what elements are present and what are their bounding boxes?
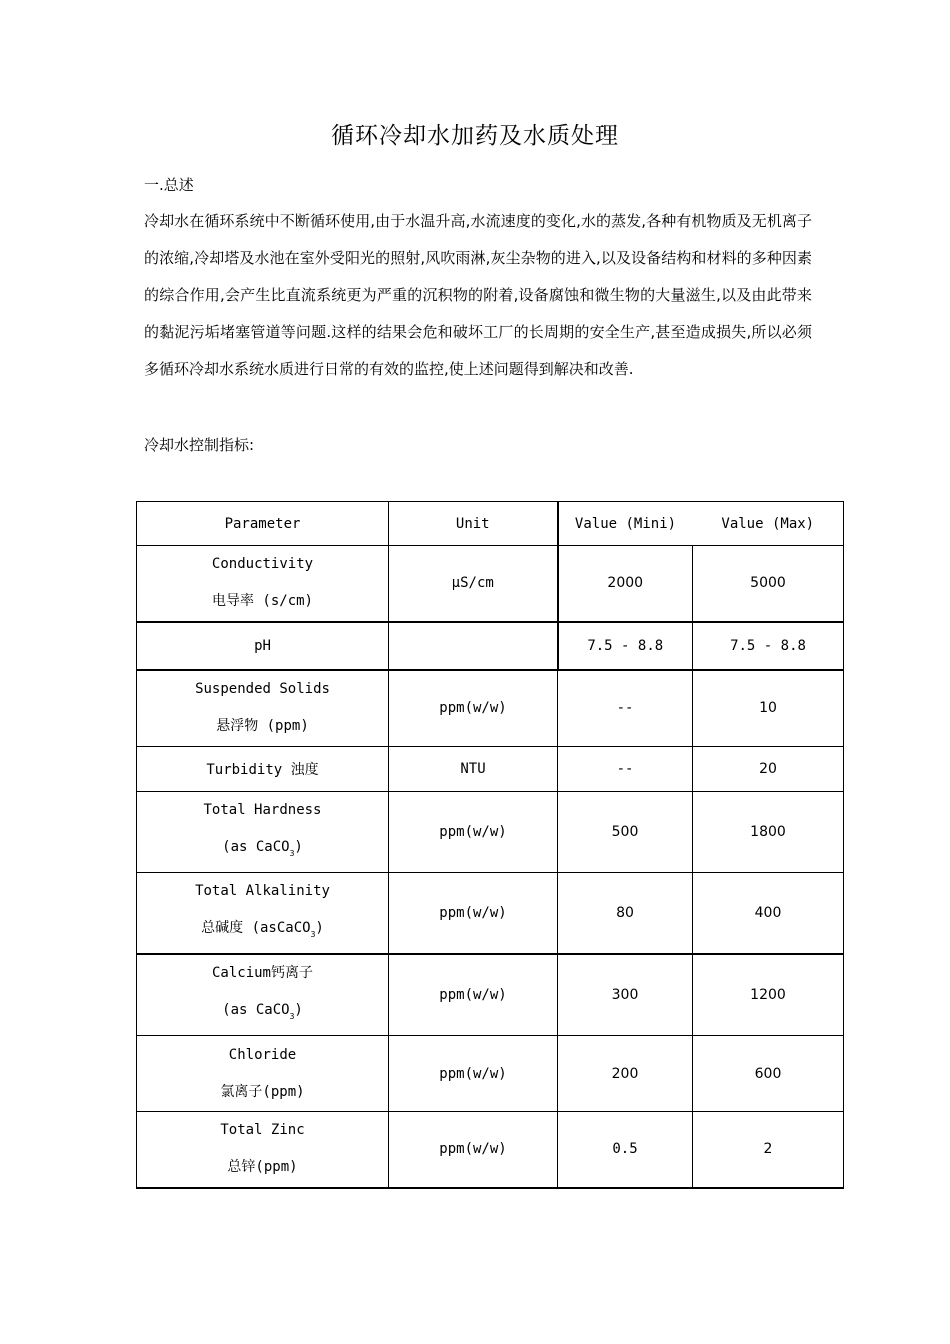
min-value-cell: -- xyxy=(558,747,693,792)
parameter-cell: pH xyxy=(137,622,389,670)
parameter-name: Total Hardness xyxy=(203,802,322,818)
parameter-cell xyxy=(137,954,389,1036)
unit-cell: ppm(w/w) xyxy=(389,1112,558,1188)
parameter-name: Chloride xyxy=(228,1046,297,1063)
parameter-name: Calcium钙离子 xyxy=(211,965,313,981)
min-value-cell: 300 xyxy=(558,954,693,1036)
min-value-cell: 200 xyxy=(558,1036,693,1112)
unit-cell: ppm(w/w) xyxy=(389,670,558,747)
basis-text: 总碱度 (asCaCO xyxy=(201,920,311,936)
max-value-cell: 400 xyxy=(693,873,844,955)
header-value-max: Value (Max) xyxy=(693,502,844,546)
parameter-name: Total Zinc xyxy=(220,1122,305,1139)
max-value-cell: 20 xyxy=(693,747,844,792)
parameter-name: Total Alkalinity xyxy=(195,883,330,899)
unit-cell xyxy=(389,622,558,670)
parameter-basis xyxy=(137,829,388,872)
min-value-cell: 0.5 xyxy=(558,1112,693,1188)
max-value-cell: 10 xyxy=(693,670,844,747)
header-unit: Unit xyxy=(389,502,558,546)
table-row xyxy=(137,1036,844,1112)
parameter-cell xyxy=(137,1036,389,1112)
max-value-cell: 7.5 - 8.8 xyxy=(693,622,844,670)
parameter-name-cn: 总锌(ppm) xyxy=(227,1159,298,1176)
unit-cell: ppm(w/w) xyxy=(389,954,558,1036)
max-value-cell: 1800 xyxy=(693,792,844,873)
unit-cell: ppm(w/w) xyxy=(389,792,558,873)
table-row xyxy=(137,1112,844,1188)
table-row xyxy=(137,546,844,622)
basis-close: ) xyxy=(294,839,303,855)
min-value-cell: 7.5 - 8.8 xyxy=(558,622,693,670)
parameter-cell xyxy=(137,546,389,622)
parameter-cell: Turbidity 浊度 xyxy=(137,747,389,792)
subscript: 3 xyxy=(289,1012,295,1021)
unit-cell: NTU xyxy=(389,747,558,792)
section-heading: 一.总述 xyxy=(144,176,194,194)
table-row xyxy=(137,747,844,792)
page-title: 循环冷却水加药及水质处理 xyxy=(331,123,619,149)
header-value-min: Value (Mini) xyxy=(558,502,693,546)
water-quality-table xyxy=(136,501,844,1189)
max-value-cell: 1200 xyxy=(693,954,844,1036)
min-value-cell: -- xyxy=(558,670,693,747)
parameter-name-cn: 氯离子(ppm) xyxy=(220,1083,305,1100)
subscript: 3 xyxy=(310,930,316,939)
unit-cell: ppm(w/w) xyxy=(389,1036,558,1112)
table-caption: 冷却水控制指标: xyxy=(144,436,255,454)
min-value-cell: 80 xyxy=(558,873,693,955)
parameter-cell xyxy=(137,1112,389,1188)
max-value-cell: 5000 xyxy=(693,546,844,622)
basis-text: (as CaCO xyxy=(222,839,290,855)
unit-cell: μS/cm xyxy=(389,546,558,622)
parameter-name: Conductivity xyxy=(211,556,314,573)
subscript: 3 xyxy=(289,849,295,858)
parameter-basis xyxy=(137,910,388,953)
basis-text: (as CaCO xyxy=(222,1002,290,1018)
parameter-name: Suspended Solids xyxy=(195,681,330,698)
basis-close: ) xyxy=(315,920,324,936)
min-value-cell: 500 xyxy=(558,792,693,873)
parameter-name-cn: 电导率 (s/cm) xyxy=(211,593,313,610)
basis-close: ) xyxy=(294,1002,303,1018)
table-row xyxy=(137,670,844,747)
parameter-basis xyxy=(137,992,388,1035)
table-row xyxy=(137,873,844,955)
max-value-cell: 600 xyxy=(693,1036,844,1112)
max-value-cell: 2 xyxy=(693,1112,844,1188)
header-parameter: Parameter xyxy=(137,502,389,546)
table-header-row xyxy=(137,502,844,546)
unit-cell: ppm(w/w) xyxy=(389,873,558,955)
overview-paragraph: 冷却水在循环系统中不断循环使用,由于水温升高,水流速度的变化,水的蒸发,各种有机物质及无机离子的浓缩,冷却塔及水池在室外受阳光的照射,风吹雨淋,灰尘杂物的进入,以及设备结构和材料的多种因素的综合作用,会产生比直流系统更为严重的沉积物的附着,设备腐蚀和微生物的大量滋生,以及由此带来的黏泥污垢堵塞管道等问题.这样的结果会危和破坏工厂的长周期的安全生产,甚至造成损失,所以必须多循环冷却水系统水质进行日常的有效的监控,使上述问题得到解决和改善. xyxy=(144,212,812,378)
min-value-cell: 2000 xyxy=(558,546,693,622)
parameter-cell xyxy=(137,792,389,873)
parameter-name-cn: 悬浮物 (ppm) xyxy=(216,718,309,735)
table-row xyxy=(137,622,844,670)
table-row xyxy=(137,792,844,873)
parameter-cell xyxy=(137,670,389,747)
table-row xyxy=(137,954,844,1036)
parameter-cell xyxy=(137,873,389,955)
